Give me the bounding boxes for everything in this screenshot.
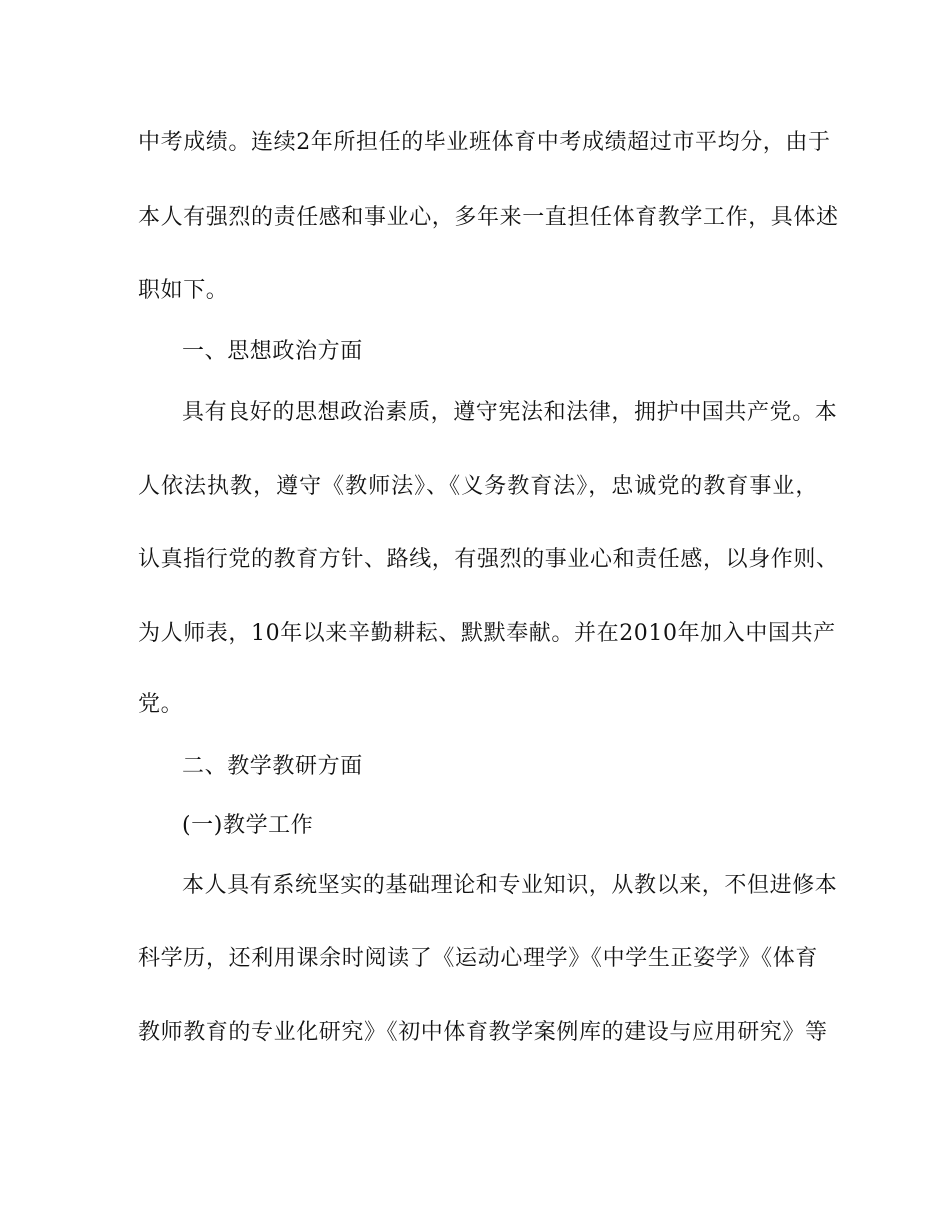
paragraph-line: 为人师表，10年以来辛勤耕耘、默默奉献。并在2010年加入中国共产 <box>138 621 836 646</box>
paragraph-line: 职如下。 <box>138 278 229 303</box>
paragraph-line: 人依法执教，遵守《教师法》、《义务教育法》，忠诚党的教育事业， <box>138 474 818 499</box>
section-heading: 二、教学教研方面 <box>182 754 363 779</box>
paragraph-line: 中考成绩。连续2年所担任的毕业班体育中考成绩超过市平均分，由于 <box>138 130 831 155</box>
paragraph-line: 科学历，还利用课余时阅读了《运动心理学》《中学生正姿学》《体育 <box>138 946 818 971</box>
paragraph-line: 本人具有系统坚实的基础理论和专业知识，从教以来，不但进修本 <box>182 873 838 898</box>
paragraph-line: 具有良好的思想政治素质，遵守宪法和法律，拥护中国共产党。本 <box>182 400 838 425</box>
paragraph-line: 认真指行党的教育方针、路线，有强烈的事业心和责任感，以身作则、 <box>138 547 839 572</box>
subsection-heading: (一)教学工作 <box>182 813 314 838</box>
paragraph-line: 党。 <box>138 692 184 717</box>
paragraph-line: 本人有强烈的责任感和事业心，多年来一直担任体育教学工作，具体述 <box>138 205 839 230</box>
paragraph-line: 教师教育的专业化研究》《初中体育教学案例库的建设与应用研究》等 <box>138 1020 828 1045</box>
section-heading: 一、思想政治方面 <box>182 339 363 364</box>
